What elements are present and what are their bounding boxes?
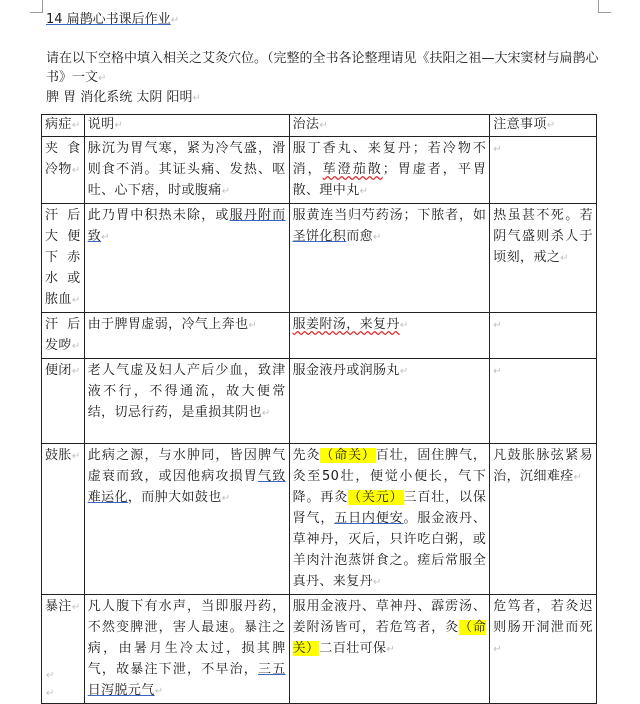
subheading: 脾 胃 消化系统 太阴 阳明↵: [46, 90, 201, 105]
cell-treatment: 服丁香丸、来复丹；若冷物不消，荜澄茄散；胃虚者，平胃散、理中丸↵: [289, 137, 490, 204]
cell-description: 此乃胃中积热未除，或服丹附而致↵: [84, 204, 289, 313]
header-disease: 病症↵: [42, 115, 85, 137]
cell-disease: 夹食冷物↵: [42, 137, 85, 204]
cell-notes: 凡鼓胀脉弦紧易治，沉细难痊↵: [490, 444, 597, 595]
cell-notes: 热虽甚不死。若阴气盛则杀人于顷刻，戒之↵: [490, 204, 597, 313]
intro-paragraph: 请在以下空格中填入相关之艾灸穴位。（完整的全书各论整理请见《扶阳之祖—大宋窦材与扁鹊心书》一文↵: [46, 51, 599, 85]
cell-description: 此病之源，与水肿同，皆因脾气虚衰而致，或因他病攻损胃气致难运化，而肿大如鼓也↵: [84, 444, 289, 595]
table-row: [42, 204, 597, 313]
cell-description: 老人气虚及妇人产后少血，致津液不行，不得通流，故大便常结，切忌行药，是重损其阴也↵: [84, 359, 289, 444]
table-row: [42, 595, 597, 704]
cell-treatment: 先灸（命关）百壮，固住脾气，灸至50壮，便觉小便长，气下降。再灸（关元）三百壮，以保肾气，五日内便安。服金液丹、草神丹，灭后，只许吃白粥，或羊肉汁泡蒸饼食之。瘥后常服全真丹、来复丹↵: [289, 444, 490, 595]
paragraph-mark: ↵: [46, 670, 55, 681]
cell-description: 脉沉为胃气寒，紧为冷气盛，滑则食不消。其证头痛、发热、呕吐、心下痞，时或腹痛↵: [84, 137, 289, 204]
document-body: [46, 10, 606, 109]
header-notes: 注意事项↵: [490, 115, 597, 137]
header-description: 说明↵: [84, 115, 289, 137]
cell-treatment: 服金液丹或润肠丸↵: [289, 359, 490, 444]
cell-notes: ↵: [490, 359, 597, 444]
cell-notes: 危笃者，若灸迟则肠开洞泄而死↵: [490, 595, 597, 704]
cell-disease: 鼓胀↵: [42, 444, 85, 595]
table-row: [42, 313, 597, 359]
table-row: [42, 444, 597, 595]
cell-disease: 暴注↵: [42, 595, 85, 704]
cell-notes: ↵: [490, 313, 597, 359]
cell-treatment: 服姜附汤，来复丹↵: [289, 313, 490, 359]
cell-disease: 汗后发哕↵: [42, 313, 85, 359]
header-treatment: 治法↵: [289, 115, 490, 137]
cell-treatment: 服用金液丹、草神丹、霹雳汤、姜附汤皆可，若危笃者，灸（命关）二百壮可保↵: [289, 595, 490, 704]
margin-corner-left: [30, 0, 43, 13]
table-row: [42, 137, 597, 204]
cell-description: 由于脾胃虚弱，冷气上奔也↵: [84, 313, 289, 359]
cell-disease: 便闭↵: [42, 359, 85, 444]
paragraph-mark: ↵: [46, 688, 55, 699]
table-header-row: [42, 115, 597, 137]
table-row: [42, 359, 597, 444]
cell-disease: 汗后大便下赤水或脓血↵: [42, 204, 85, 313]
cell-notes: ↵: [490, 137, 597, 204]
cell-description: 凡人腹下有水声，当即服丹药，不然变脾泄，害人最速。暴注之病，由暑月生冷太过，损其脾气，故暴注下泄，不早治，三五日泻脱元气↵: [84, 595, 289, 704]
acupuncture-table: [41, 114, 597, 704]
document-title: 14 扁鹊心书课后作业↵: [46, 12, 180, 27]
cell-treatment: 服黄连当归芍药汤；下脓者，如圣饼化积而愈↵: [289, 204, 490, 313]
